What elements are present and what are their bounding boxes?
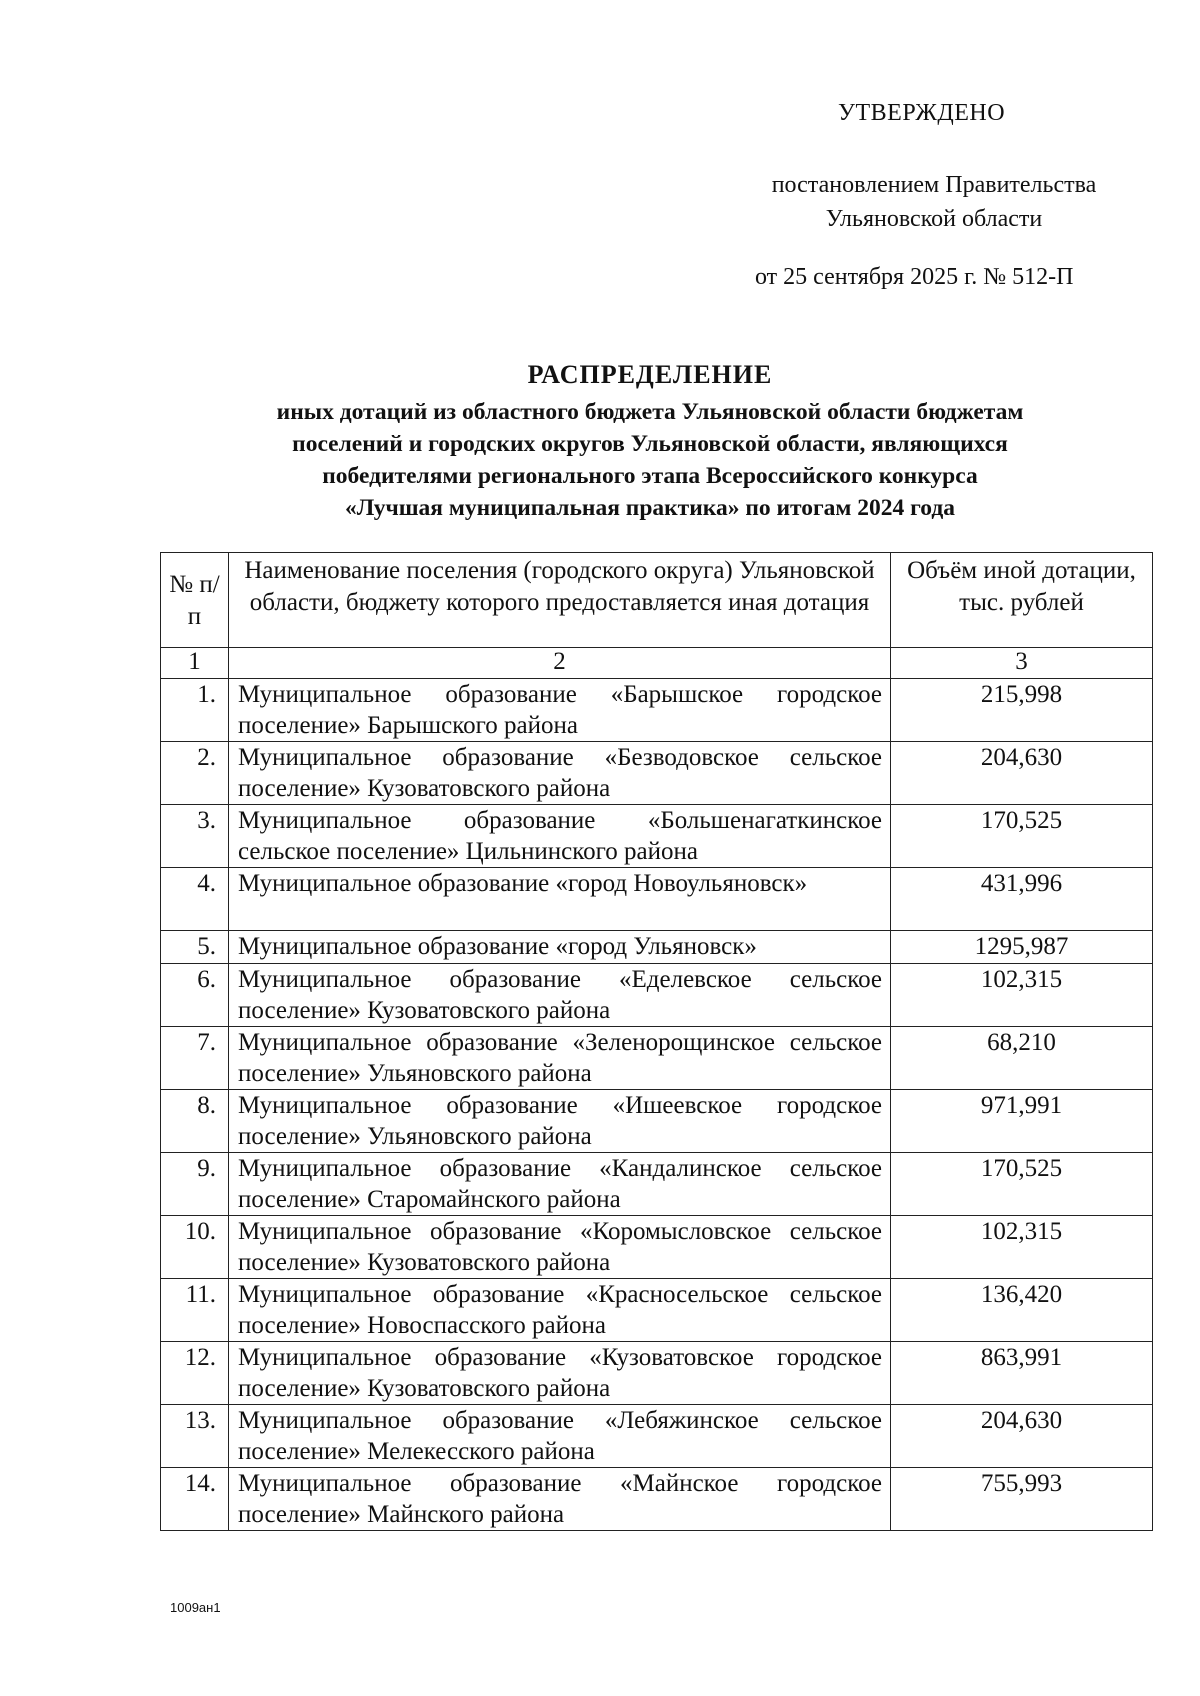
table-row (161, 931, 1153, 964)
row-amount: 170,525 (891, 805, 1153, 868)
subtitle-line: иных дотаций из областного бюджета Ульяновской области бюджетам (276, 399, 1024, 425)
column-number: 3 (891, 648, 1153, 679)
table-row (161, 805, 1153, 868)
row-name: Муниципальное образование «Красносельское сельское поселение» Новоспасского района (229, 1279, 891, 1342)
row-number: 2. (161, 742, 229, 805)
resolution-reference (744, 168, 1124, 236)
row-name: Муниципальное образование «Майнское городское поселение» Майнского района (229, 1468, 891, 1531)
row-name: Муниципальное образование «Еделевское сельское поселение» Кузоватовского района (229, 964, 891, 1027)
row-amount: 755,993 (891, 1468, 1153, 1531)
header-amount: Объём иной дотации, тыс. рублей (891, 553, 1153, 648)
header-number: № п/п (161, 553, 229, 648)
row-number: 6. (161, 964, 229, 1027)
row-amount: 863,991 (891, 1342, 1153, 1405)
row-name: Муниципальное образование «Ишеевское городское поселение» Ульяновского района (229, 1090, 891, 1153)
approval-stamp-heading: УТВЕРЖДЕНО (838, 100, 1006, 126)
resolution-line-2: Ульяновской области (825, 206, 1043, 232)
row-name: Муниципальное образование «Лебяжинское сельское поселение» Мелекесского района (229, 1405, 891, 1468)
row-number: 10. (161, 1216, 229, 1279)
row-amount: 971,991 (891, 1090, 1153, 1153)
table-row (161, 868, 1153, 931)
row-number: 1. (161, 679, 229, 742)
row-amount: 431,996 (891, 868, 1153, 931)
footer-document-code: 1009ан1 (170, 1600, 221, 1615)
row-number: 5. (161, 931, 229, 964)
table-header-row (161, 553, 1153, 648)
column-number-row (161, 648, 1153, 679)
row-amount: 215,998 (891, 679, 1153, 742)
row-number: 9. (161, 1153, 229, 1216)
row-amount: 204,630 (891, 742, 1153, 805)
table-row (161, 679, 1153, 742)
row-amount: 204,630 (891, 1405, 1153, 1468)
resolution-line-1: постановлением Правительства (771, 172, 1097, 198)
row-name: Муниципальное образование «Зеленорощинское сельское поселение» Ульяновского района (229, 1027, 891, 1090)
row-name: Муниципальное образование «Большенагаткинское сельское поселение» Цильнинского района (229, 805, 891, 868)
row-amount: 136,420 (891, 1279, 1153, 1342)
row-name: Муниципальное образование «Коромысловское сельское поселение» Кузоватовского района (229, 1216, 891, 1279)
table-row (161, 1027, 1153, 1090)
subtitle-line: победителями регионального этапа Всероссийского конкурса (322, 463, 978, 489)
row-amount: 102,315 (891, 1216, 1153, 1279)
row-amount: 1295,987 (891, 931, 1153, 964)
table-row (161, 1279, 1153, 1342)
table-row (161, 742, 1153, 805)
row-number: 11. (161, 1279, 229, 1342)
column-number: 1 (161, 648, 229, 679)
row-name: Муниципальное образование «Безводовское сельское поселение» Кузоватовского района (229, 742, 891, 805)
row-name: Муниципальное образование «город Новоульяновск» (229, 868, 891, 931)
row-number: 13. (161, 1405, 229, 1468)
subtitle-line: поселений и городских округов Ульяновской области, являющихся (292, 431, 1008, 457)
row-name: Муниципальное образование «Кузоватовское городское поселение» Кузоватовского района (229, 1342, 891, 1405)
document-subtitle (180, 396, 1120, 524)
row-number: 7. (161, 1027, 229, 1090)
table-row (161, 964, 1153, 1027)
row-number: 8. (161, 1090, 229, 1153)
table-row (161, 1342, 1153, 1405)
row-amount: 170,525 (891, 1153, 1153, 1216)
header-name: Наименование поселения (городского округа) Ульяновской области, бюджету которого предоставляется иная дотация (229, 553, 891, 648)
row-number: 14. (161, 1468, 229, 1531)
row-name: Муниципальное образование «Кандалинское сельское поселение» Старомайнского района (229, 1153, 891, 1216)
table-row (161, 1216, 1153, 1279)
document-title: РАСПРЕДЕЛЕНИЕ (527, 360, 773, 389)
row-amount: 102,315 (891, 964, 1153, 1027)
table-row (161, 1153, 1153, 1216)
row-name: Муниципальное образование «город Ульяновск» (229, 931, 891, 964)
resolution-date: от 25 сентября 2025 г. № 512-П (755, 264, 1074, 290)
row-number: 3. (161, 805, 229, 868)
row-name: Муниципальное образование «Барышское городское поселение» Барышского района (229, 679, 891, 742)
column-number: 2 (229, 648, 891, 679)
subtitle-line: «Лучшая муниципальная практика» по итогам 2024 года (345, 495, 955, 521)
row-amount: 68,210 (891, 1027, 1153, 1090)
table-row (161, 1405, 1153, 1468)
grants-table (160, 552, 1153, 1531)
row-number: 12. (161, 1342, 229, 1405)
table-row (161, 1468, 1153, 1531)
table-row (161, 1090, 1153, 1153)
row-number: 4. (161, 868, 229, 931)
